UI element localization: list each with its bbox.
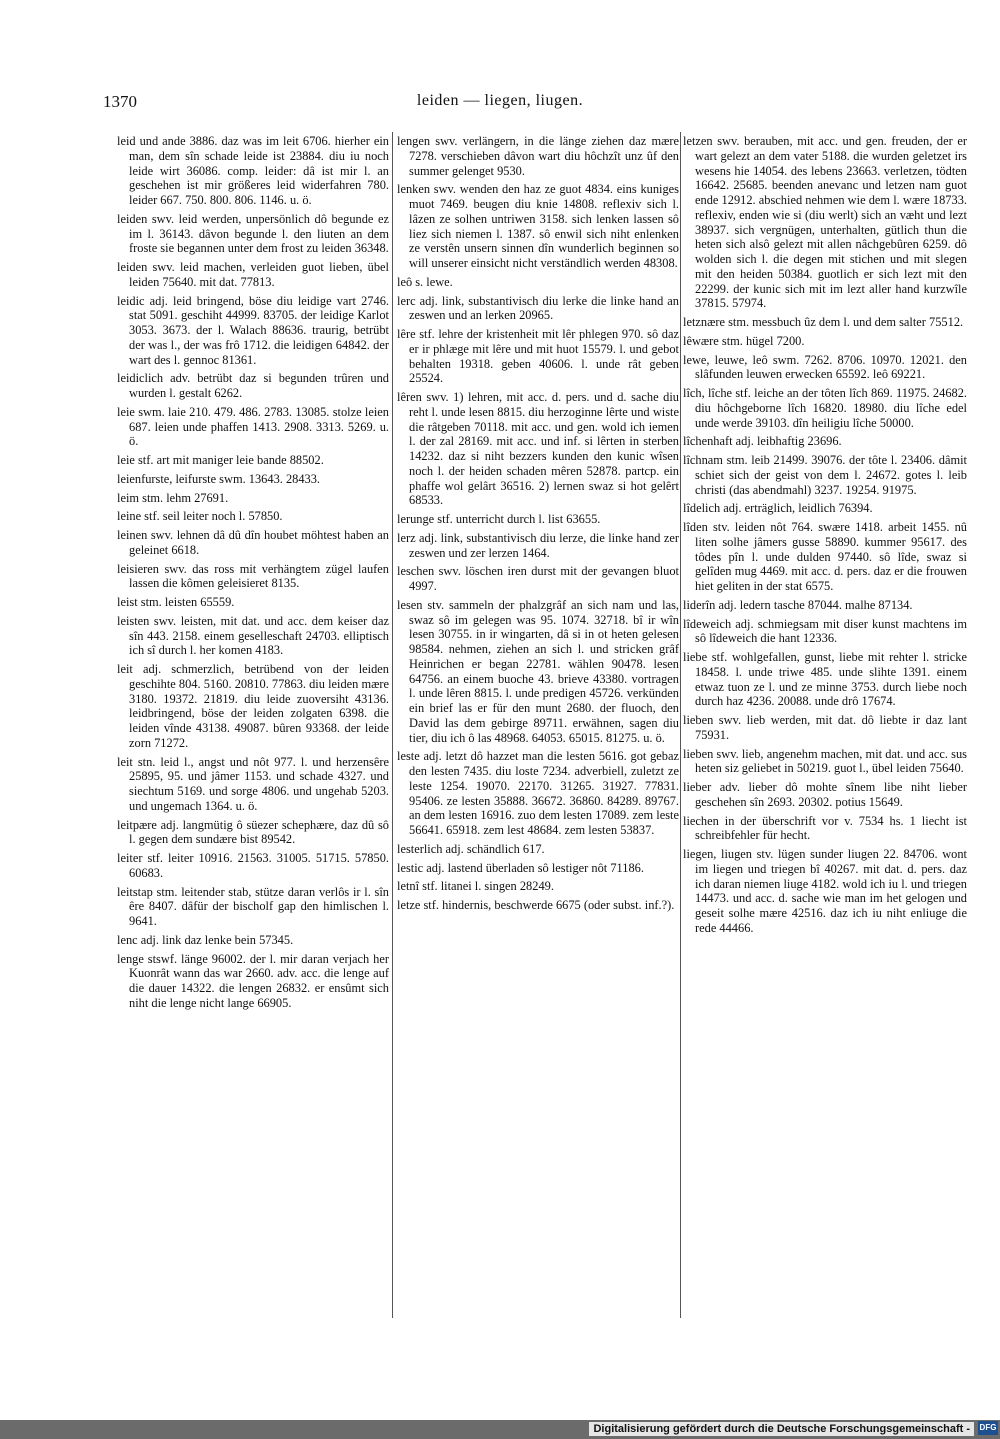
dictionary-entry: leschen swv. löschen iren durst mit der gevangen bluot 4997. [397, 564, 679, 593]
dictionary-entry: leie stf. art mit maniger leie bande 88502. [117, 453, 324, 467]
dictionary-entry: leitstap stm. leitender stab, stütze daran verlôs ir l. sîn êre 8407. dâfür der bischolf gap den himlischen l. 9641. [117, 884, 389, 928]
dictionary-entry: leim stm. lehm 27691. [117, 490, 229, 505]
dictionary-entry: letze stf. hindernis, beschwerde 6675 (oder subst. inf.?). [397, 898, 675, 912]
dictionary-entry: lengen swv. verlängern, in die länge ziehen daz mære 7278. verschieben dâvon wart diu hôchzît unz ûf den summer gelenget 9530. [397, 134, 679, 178]
dictionary-entry: lewe, leuwe, leô swm. 7262. 8706. 10970. 12021. den slâfunden leuwen erwecken 65592. leô 69221. [683, 352, 967, 382]
dictionary-entry: lestic adj. lastend überladen sô lestiger nôt 71186. [397, 860, 644, 875]
dictionary-entry: lerz adj. link, substantivisch diu lerze, die linke hand zer zeswen und zer lerzen 1464. [397, 530, 679, 560]
dictionary-entry: lîchenhaft adj. leibhaftig 23696. [683, 434, 842, 449]
dictionary-entry: lêwære stm. hügel 7200. [683, 333, 805, 348]
dictionary-entry: lesterlich adj. schändlich 617. [397, 841, 545, 856]
dictionary-entry: leine stf. seil leiter noch l. 57850. [117, 509, 283, 524]
dictionary-entry: leiden swv. leid machen, verleiden guot lieben, übel leiden 75640. mit dat. 77813. [117, 260, 389, 289]
dictionary-entry: lenken swv. wenden den haz ze guot 4834. eins kuniges muot 7469. beugen diu knie 14808. reflexiv sich l. lâzen ze solhen untriwen 3158. sich lenken lassen sô liez sich niemen l. 1387. sô enwil sich niht enlenken ze verstên unsern sinnen dîn wunderlich beginnen so will unserer einsicht nicht verständlich werden 48308. [397, 182, 679, 270]
dictionary-column-left [117, 134, 389, 1015]
dictionary-entry: liebe stf. wohlgefallen, gunst, liebe mit rehter l. stricke 18458. l. unde triwe 485. unde slihte 1391. einem etwaz tuon ze l. und ze minne 3753. durch liebe noch durch haz 4236. 20088. unde drô 17674. [683, 650, 967, 709]
dictionary-entry: leit adj. schmerzlich, betrübend von der leiden geschihte 804. 5160. 20810. 77863. diu leiden mære 3180. 19372. 21819. diu leide zuoversiht 43136. leidbringend, böse der leiden zolgaten 6398. die leiden vînde 43138. 49087. bûren 93368. der leide zorn 71272. [117, 662, 389, 750]
dictionary-entry: lîchnam stm. leib 21499. 39076. der tôte l. 23406. dâmit schiet sich der geist von dem l. 24672. gotes l. leib christi (das abendmahl) 3237. 19254. 91975. [683, 453, 967, 497]
dictionary-entry: leidiclich adv. betrübt daz si begunden trûren und wurden l. gestalt 6262. [117, 371, 389, 400]
dictionary-entry: leiden swv. leid werden, unpersönlich dô begunde ez im l. 36143. dâvon begunde l. den liuten an dem froste sie begannen unter dem frost zu leiden 36348. [117, 211, 389, 256]
dictionary-column-right [683, 134, 967, 940]
page-number: 1370 [103, 92, 137, 111]
dictionary-entry: leinen swv. lehnen dâ dû dîn houbet möhtest haben an geleinet 6618. [117, 528, 389, 557]
dictionary-entry: lieben swv. lieb werden, mit dat. dô liebte ir daz lant 75931. [683, 713, 967, 742]
dictionary-entry: lenge stswf. länge 96002. der l. mir daran verjach her Kuonrât wann das war 2660. adv. acc. die lenge auf die dauer 14322. die lengen 26832. er ensûmt sich niht die lenge nicht lange 66905. [117, 951, 389, 1010]
dictionary-entry: leô s. lewe. [397, 274, 453, 289]
dictionary-entry: liechen in der überschrift vor v. 7534 hs. 1 liecht ist schreibfehler für hecht. [683, 813, 967, 843]
dictionary-entry: leie swm. laie 210. 479. 486. 2783. 13085. stolze leien 687. leien unde phaffen 1413. 2908. 3313. 5269. u. ö. [117, 404, 389, 449]
dictionary-entry: lîch, lîche stf. leiche an der tôten lîch 869. 11975. 24682. diu hôchgeborne lîch 16820. 18980. diu lîche edel unde werde 39103. dîn heiligiu lîche 50000. [683, 386, 967, 430]
dictionary-entry: leste adj. letzt dô hazzet man die lesten 5616. got gebaz den lesten 7435. diu loste 7234. adverbiell, zuletzt ze leste 1254. 19070. 22170. 31265. 31927. 77831. 95406. ze lesten 35888. 36672. 36860. 84289. 89767. an dem lesten 16916. zuo dem lesten 17089. zem leste 56641. 65918. zem lest 48684. zem lesten 53837. [397, 749, 679, 837]
dictionary-entry: letnî stf. litanei l. singen 28249. [397, 879, 554, 894]
dictionary-entry: lenc adj. link daz lenke bein 57345. [117, 932, 294, 947]
dictionary-entry: leisten swv. leisten, mit dat. und acc. dem keiser daz sîn 443. 2158. einem geselleschaft 24703. elliptisch ich sî durch l. her komen 4183. [117, 613, 389, 658]
dictionary-entry: leisieren swv. das ross mit verhängtem zügel laufen lassen die kômen geleisieret 8135. [117, 561, 389, 591]
dictionary-entry: liegen, liugen stv. lügen sunder liugen 22. 84706. wont im liegen und triegen bî 40267. mit dat. d. pers. daz ich daran niemen liuge 4182. wold ich iu l. und triegen 14473. und acc. d. sache wie man im het gelogen und geseit solhe mære 42516. daz ich iu niht enliuge die rede 44466. [683, 847, 967, 935]
dictionary-entry: leienfurste, leifurste swm. 13643. 28433. [117, 471, 321, 486]
dictionary-entry: leiter stf. leiter 10916. 21563. 31005. 51715. 57850. 60683. [117, 851, 389, 880]
footer-credit: Digitalisierung gefördert durch die Deutsche Forschungsgemeinschaft - [589, 1422, 974, 1436]
dictionary-entry: liderîn adj. ledern tasche 87044. malhe 87134. [683, 597, 913, 612]
dictionary-entry: lesen stv. sammeln der phalzgrâf an sich nam und las, swaz sô im gelegen was 95. 1074. 32718. bî ir wîn lesen 30755. in ir wingarten, dâ si in ot heten gelesen 98584. nehmen, ziehen an sich l. und stricken grâf Heinrichen er began 22781. wählen 90478. lesen 64756. an einem buoche 43. brieve 43380. vortragen l. unde lêren 8815. l. unde predigen 45726. verkünden ein brief las er für den munt 2680. der fluoch, den David las dem gebirge 89711. erwähnen, sagen diu tier, diu ich ô las 48968. 64053. 65015. 81275. u. ö. [397, 597, 679, 745]
dictionary-entry: lîdeweich adj. schmiegsam mit diser kunst machtens im sô lîdeweich die hant 12336. [683, 616, 967, 646]
running-head: leiden — liegen, liugen. [416, 92, 584, 109]
dictionary-entry: lerunge stf. unterricht durch l. list 63655. [397, 512, 601, 526]
dictionary-entry: leit stn. leid l., angst und nôt 977. l. und herzensêre 25895, 95. und jâmer 1153. und schade 4327. und siechtum 5169. und sorge 4806. und ungehab 5203. und ungemach 1364. u. ö. [117, 754, 389, 813]
column-divider [680, 132, 681, 1318]
dictionary-entry: lieben swv. lieb, angenehm machen, mit dat. und acc. sus heten siz geliebet in 50219. guot l., übel leiden 75640. [683, 746, 967, 776]
dictionary-entry: lêre stf. lehre der kristenheit mit lêr phlegen 970. sô daz er ir phlæge mit lêre und mit huot 15579. l. und gebot behalten 19318. geben 40606. l. unde rât geben 25524. [397, 327, 679, 386]
dictionary-entry: letznære stm. messbuch ûz dem l. und dem salter 75512. [683, 315, 964, 329]
dictionary-entry: lîden stv. leiden nôt 764. swære 1418. arbeit 1455. nû liten solhe jâmers gusse 58890. kummer 95617. des tôdes pîn l. unde dulden 97440. sô lîde, swaz si gelîden mug 4469. mit acc. d. pers. daz er die frouwen hiet geliten in der stat 6575. [683, 520, 967, 593]
dictionary-entry: lieber adv. lieber dô mohte sînem libe niht lieber geschehen sîn 2693. 20302. potius 15649. [683, 780, 967, 809]
dictionary-entry: leist stm. leisten 65559. [117, 595, 235, 609]
dictionary-entry: leidic adj. leid bringend, böse diu leidige vart 2746. stat 5091. geschiht 44999. 83705. der leidige Karlot 3053. 3673. der l. Walach 88636. traurig, betrübt der was l., der was frô 1712. die leidigen 64842. der wart des l. gennoc 81361. [117, 293, 389, 367]
dictionary-entry: leid und ande 3886. daz was im leit 6706. hierher ein man, dem sîn schade leide ist 23884. diu iu noch leide wirt 36086. comp. leider: dâ ist mir l. an geschehen ist mir größeres leid widerfahren 780. leider 667. 750. 800. 806. 1146. u. ö. [117, 134, 389, 207]
dictionary-entry: lîdelich adj. erträglich, leidlich 76394. [683, 501, 873, 516]
dictionary-entry: letzen swv. berauben, mit acc. und gen. freuden, der er wart gelezt an dem vater 5188. die wurden geletzet irs wesens hie 14054. des lebens 23663. verletzen, tödten 16642. 25685. beenden anevanc und letzen nam guot ende 12912. abschied nehmen wie dem l. wære 18733. reflexiv, enden wie si (diu werlt) sich an væht und lezt 38937. sich vergnügen, unterhalten, gütlich thun die heten sich alsô gelezt mit allen nâchgebûren 6259. dô wolden sich l. die degen mit stichen und mit slegen mit den heiden 50384. guotlich er sich lezt mit den 22299. der kunic sich mit im lezt aller hand kurzwîle 37815. 57974. [683, 134, 967, 311]
dfg-logo: DFG [978, 1421, 998, 1435]
dictionary-entry: leitpære adj. langmütig ô süezer schephære, daz dû sô l. gegen dem sundære bist 89542. [117, 817, 389, 847]
column-divider [392, 132, 393, 1318]
dictionary-column-middle [397, 134, 679, 917]
dictionary-entry: lêren swv. 1) lehren, mit acc. d. pers. und d. sache diu reht l. unde lesen 8815. diu herzoginne lêrte und wiste die râtgeben 70118. mit acc. und gen. wold ich iemen l. der zal 28169. mit acc. und inf. si lêrten in sterben 14232. daz si niht bezzers kunden den kunic wîsen noch l. der heiden schaden mêren 52878. partcp. ein phaffe wol gelârt 36516. 2) lernen swaz si hot gelêrt 68533. [397, 390, 679, 508]
dictionary-entry: lerc adj. link, substantivisch diu lerke die linke hand an zeswen und an lerken 20965. [397, 293, 679, 323]
